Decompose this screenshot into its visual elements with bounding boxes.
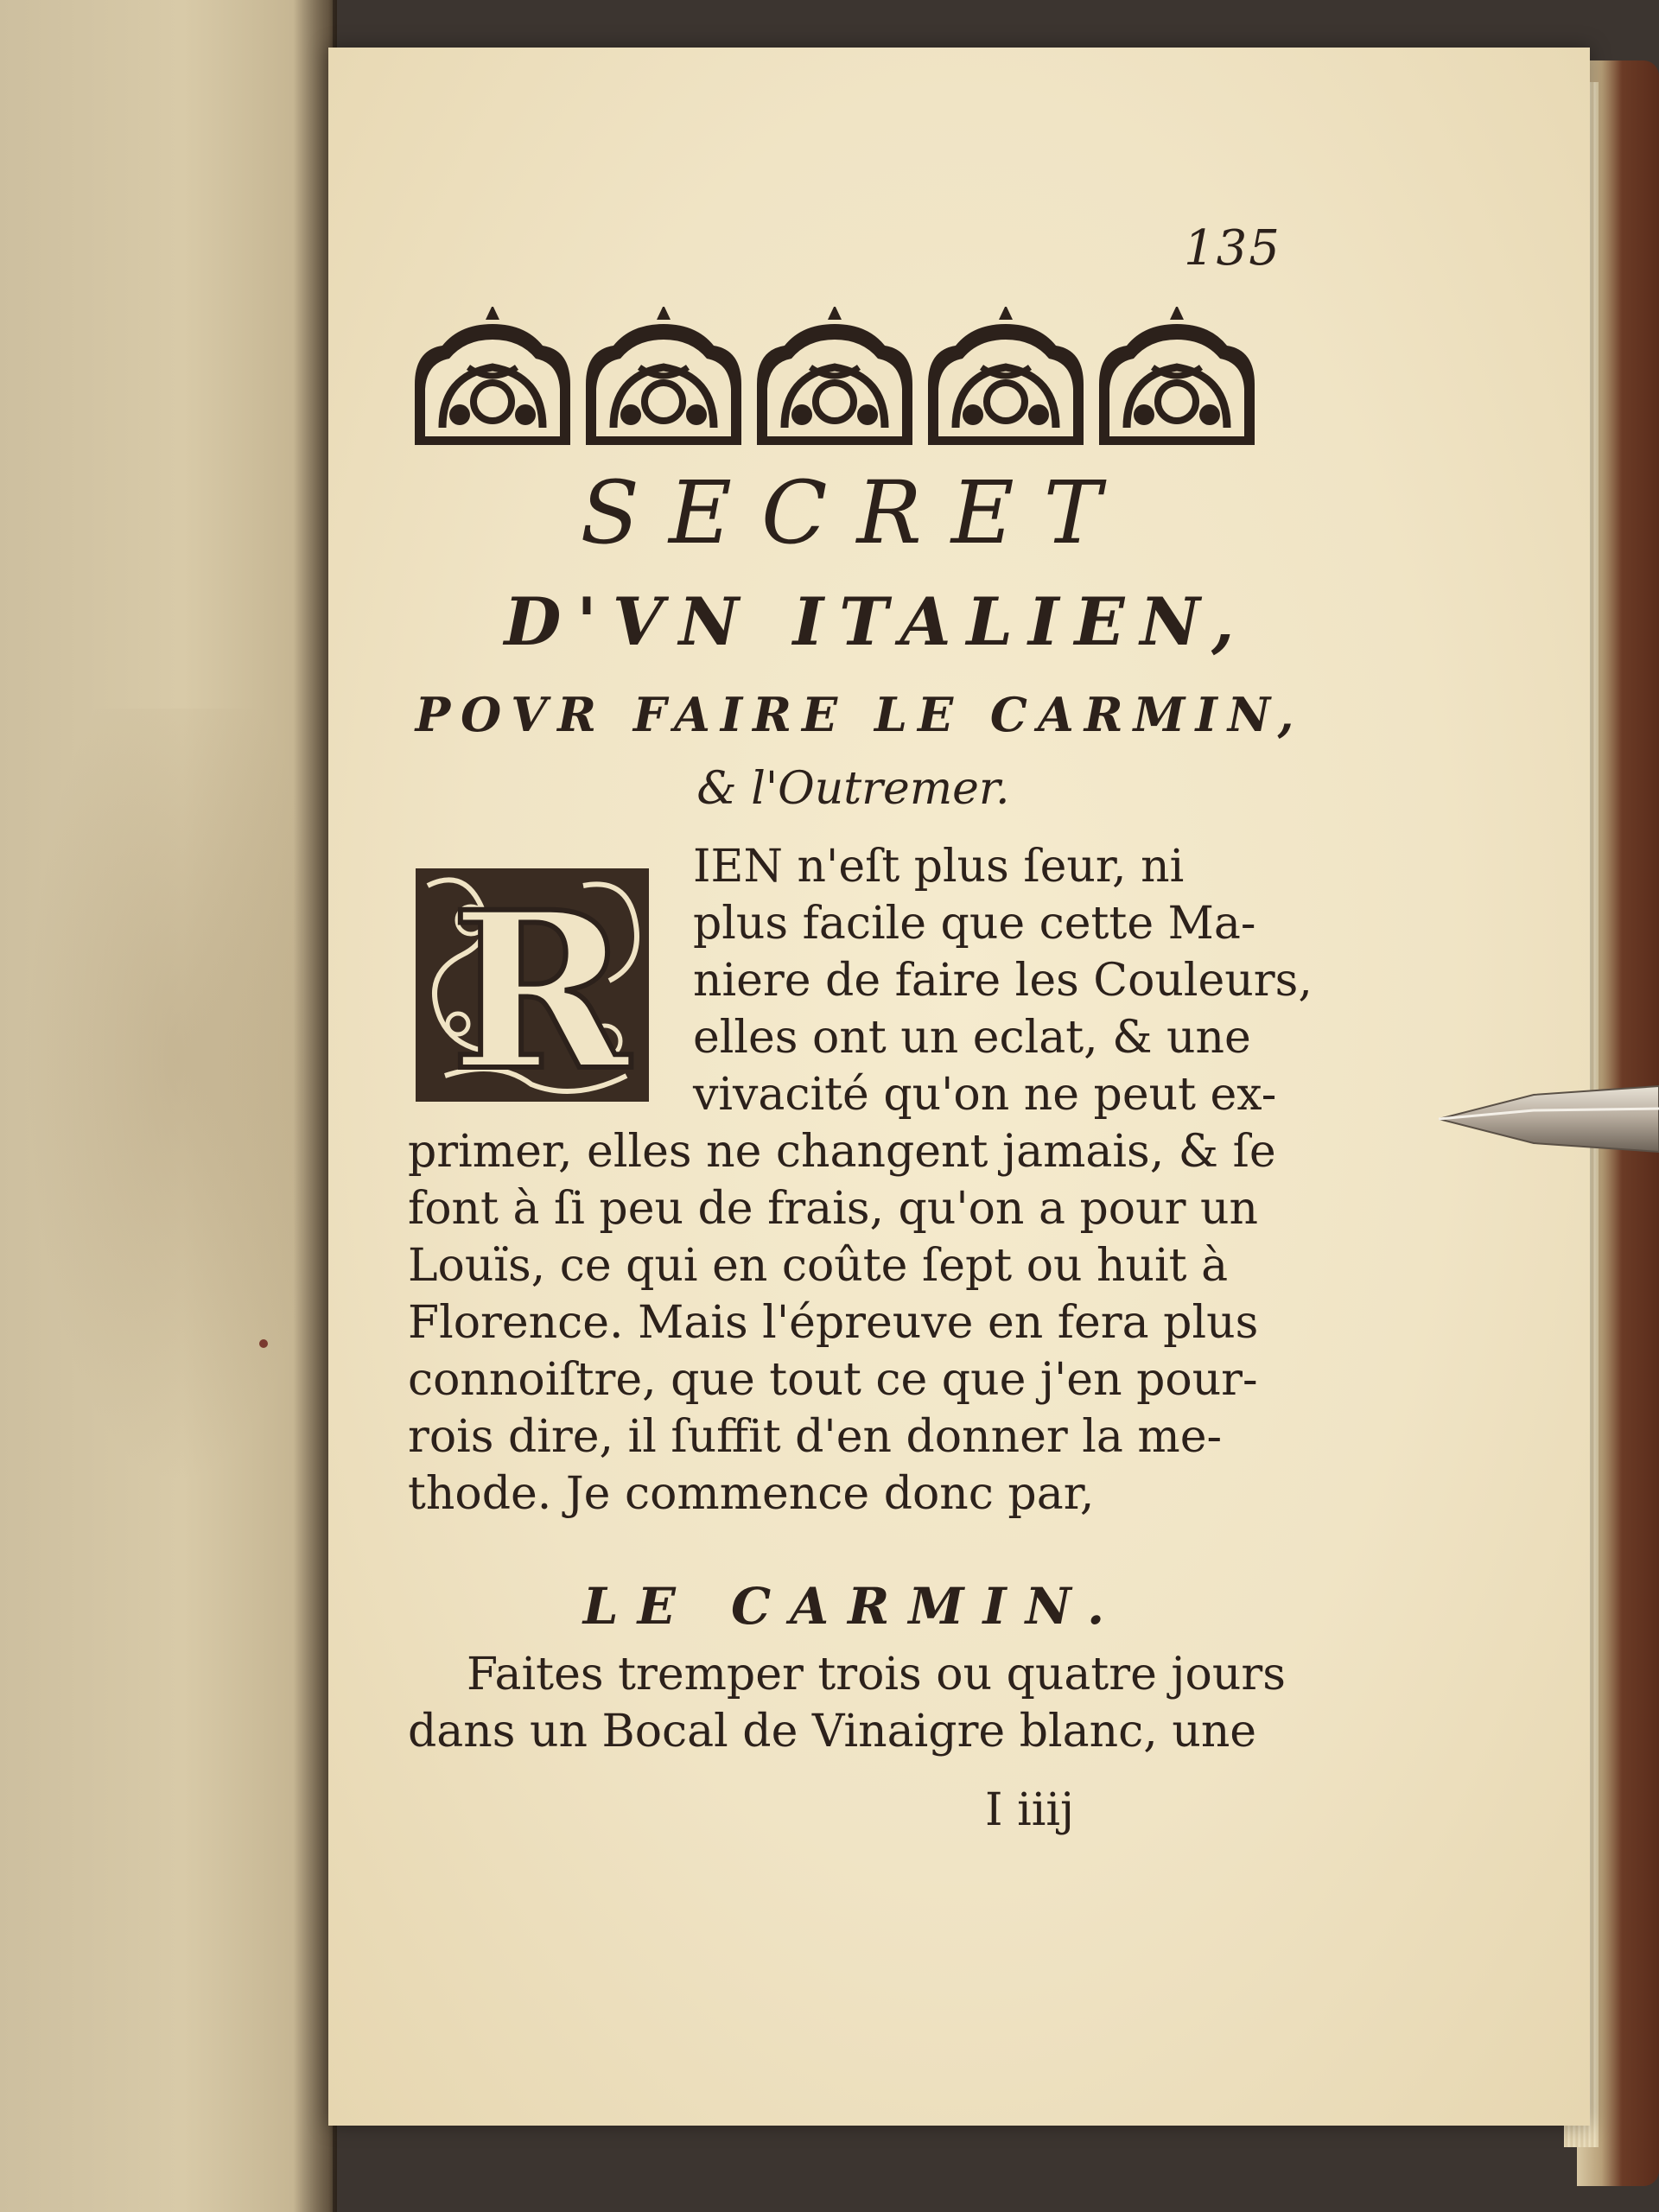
signature-mark: I iiij [985, 1784, 1075, 1836]
paragraph-line: Florence. Mais l'épreuve en fera plus [408, 1297, 1259, 1349]
paragraph-line: thode. Je commence donc par, [408, 1468, 1095, 1520]
title-line-1: SECRET [580, 462, 1131, 563]
section-line: Faites tremper trois ou quatre jours [467, 1649, 1286, 1700]
paragraph-line: font à ſi peu de frais, qu'on a pour un [408, 1183, 1258, 1235]
paragraph-line: niere de faire les Couleurs, [693, 955, 1313, 1007]
left-page-show-through [26, 709, 302, 1486]
left-page [0, 0, 333, 2212]
drop-cap-letter: R [450, 864, 630, 1110]
paragraph-line: elles ont un eclat, & une [693, 1012, 1251, 1064]
pencil-tip [1439, 1084, 1659, 1154]
paragraph-line: rois dire, il ſuffit d'en donner la me- [408, 1411, 1223, 1463]
section-line: dans un Bocal de Vinaigre blanc, une [408, 1706, 1257, 1758]
ornamental-headpiece [408, 307, 1259, 445]
title-line-4: & l'Outremer. [696, 763, 1010, 815]
paragraph-line: connoiſtre, que tout ce que j'en pour- [408, 1354, 1258, 1406]
left-page-stain [259, 1339, 268, 1348]
title-line-2: D'VN ITALIEN, [504, 583, 1250, 660]
paragraph-line: IEN n'eſt plus ſeur, ni [693, 841, 1185, 893]
paragraph-line: primer, elles ne changent jamais, & ſe [408, 1126, 1276, 1178]
page-number: 135 [1184, 220, 1281, 276]
paragraph-line: Louïs, ce qui en coûte ſept ou huit à [408, 1240, 1229, 1292]
paragraph-line: vivacité qu'on ne peut ex- [693, 1069, 1277, 1121]
section-heading: LE CARMIN. [582, 1577, 1124, 1636]
title-line-3: POVR FAIRE LE CARMIN, [415, 687, 1305, 742]
paragraph-line: plus facile que cette Ma- [693, 898, 1256, 950]
right-page [328, 48, 1590, 2126]
decorated-drop-cap [410, 860, 661, 1110]
